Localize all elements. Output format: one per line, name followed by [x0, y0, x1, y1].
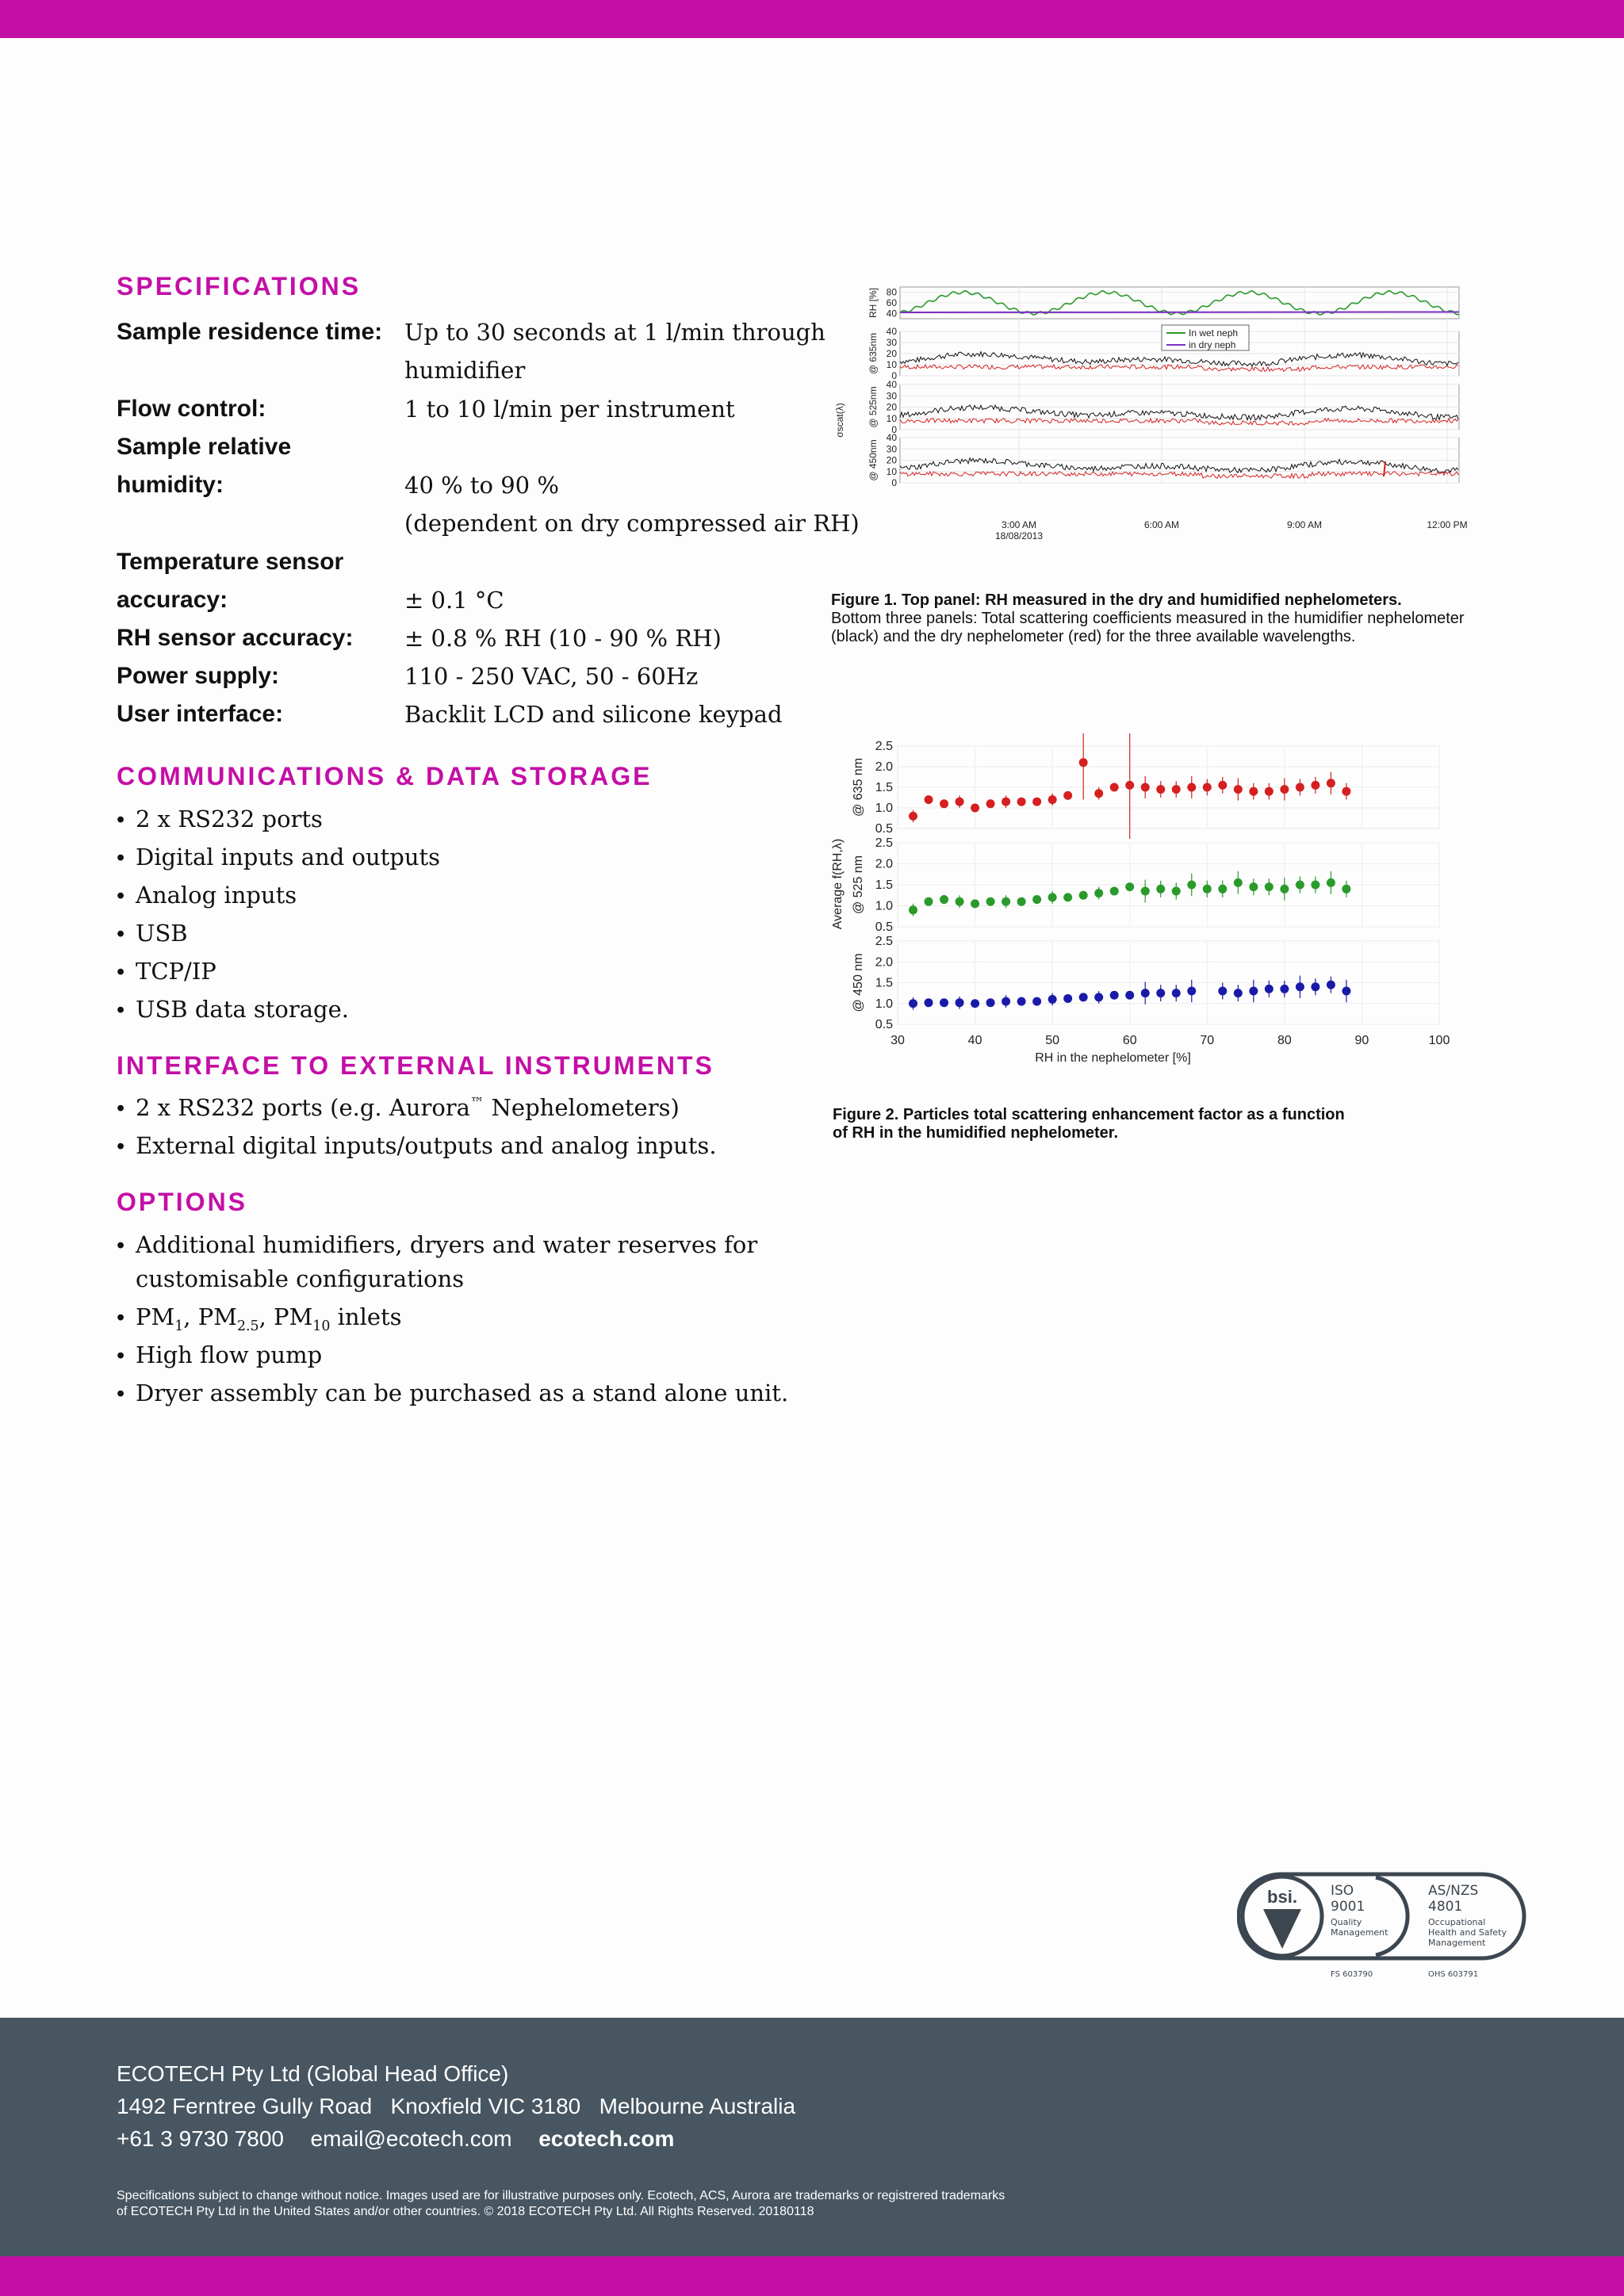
data-point: [1063, 893, 1072, 901]
x-tick-label: 6:00 AM: [1143, 519, 1180, 530]
iso-desc: Management: [1331, 1927, 1388, 1938]
spec-value: ± 0.8 % RH (10 - 90 % RH): [404, 625, 722, 652]
spec-value: ± 0.1 °C: [404, 587, 504, 614]
x-tick-label: 100: [1428, 1034, 1450, 1047]
data-point: [1141, 783, 1150, 792]
asnzs-desc: Health and Safety: [1428, 1927, 1507, 1938]
footer-disclaimer: Specifications subject to change without notice. Images used are for illustrative purposes only. Ecotech, ACS, Aurora are trademarks or registrered trademarks: [117, 2189, 1005, 2202]
data-point: [1002, 997, 1010, 1006]
x-tick-label: 60: [1122, 1034, 1137, 1047]
data-point: [1002, 798, 1010, 806]
data-point: [1002, 897, 1010, 906]
y-tick-label: 1.0: [875, 997, 893, 1011]
list-item: • $PM_1$, $PM_{2.5}$, $PM_{10}$ inlets: [117, 1303, 402, 1334]
y-tick-label: 80: [886, 286, 897, 298]
data-point: [1234, 785, 1243, 794]
data-point: [1187, 881, 1196, 890]
y-tick-label: 0.5: [875, 920, 893, 934]
spec-label: Power supply:: [117, 663, 280, 689]
data-point: [909, 905, 917, 914]
data-point: [1125, 781, 1134, 790]
y-tick-label: 1.5: [875, 976, 893, 990]
y-axis-label: @ 635nm: [868, 332, 879, 375]
figure1-timeseries-chart: [821, 277, 1471, 547]
footer-email[interactable]: email@ecotech.com: [310, 2126, 512, 2151]
y-tick-label: 40: [886, 308, 897, 320]
ohs-number: OHS 603791: [1428, 1970, 1479, 1979]
data-point: [1063, 791, 1072, 800]
shared-y-axis-label: σscat(λ): [834, 403, 845, 438]
list-item: • Analog inputs: [117, 882, 297, 909]
y-tick-label: 2.5: [875, 935, 893, 948]
data-point: [1032, 895, 1041, 904]
list-item: • 2 x RS232 ports: [117, 806, 323, 832]
data-point: [971, 899, 979, 908]
y-tick-label: 1.0: [875, 899, 893, 913]
y-tick-label: 1.5: [875, 878, 893, 892]
list-item-cont: customisable configurations: [136, 1265, 465, 1292]
data-point: [1156, 989, 1165, 997]
list-item: • High flow pump: [117, 1341, 323, 1368]
spec-value-cont: humidifier: [404, 357, 526, 384]
communications-heading: COMMUNICATIONS & DATA STORAGE: [117, 762, 653, 790]
y-tick-label: 30: [886, 390, 897, 402]
data-point: [909, 812, 917, 821]
y-tick-label: 20: [886, 348, 897, 359]
data-point: [1048, 995, 1057, 1004]
x-tick-label: 50: [1045, 1034, 1060, 1047]
data-point: [925, 998, 933, 1007]
data-point: [1063, 994, 1072, 1003]
data-point: [1110, 991, 1119, 1000]
data-point: [1172, 886, 1181, 895]
asnzs-text: AS/NZS: [1428, 1883, 1479, 1899]
x-tick-label: 12:00 PM: [1427, 519, 1468, 530]
data-point: [1017, 798, 1026, 806]
legend-label: in dry neph: [1189, 339, 1236, 350]
data-point: [925, 897, 933, 906]
data-point: [1342, 987, 1350, 996]
data-point: [1187, 987, 1196, 996]
data-point: [1187, 783, 1196, 792]
data-point: [1156, 785, 1165, 794]
data-point: [1017, 897, 1026, 906]
spec-value: Up to 30 seconds at 1 l/min through: [404, 319, 825, 346]
options-heading: OPTIONS: [117, 1188, 248, 1216]
data-point: [1172, 989, 1181, 997]
figure2-scatter-chart: [821, 733, 1471, 1070]
data-point: [956, 998, 964, 1007]
data-point: [1203, 783, 1212, 792]
y-tick-label: 1.0: [875, 802, 893, 815]
spec-value: 110 - 250 VAC, 50 - 60Hz: [404, 663, 699, 690]
iso-number: 9001: [1331, 1899, 1365, 1915]
data-point: [1017, 997, 1026, 1006]
data-point: [1203, 885, 1212, 894]
asnzs-desc: Management: [1428, 1938, 1486, 1948]
bottom-accent-bar: [0, 2256, 1624, 2296]
y-tick-label: 2.0: [875, 760, 893, 774]
data-point: [971, 804, 979, 813]
data-point: [1141, 886, 1150, 895]
data-point: [1234, 989, 1243, 997]
data-point: [1296, 783, 1304, 792]
y-tick-label: 20: [886, 401, 897, 413]
data-point: [1296, 881, 1304, 890]
y-tick-label: 2.5: [875, 836, 893, 850]
data-point: [1125, 882, 1134, 891]
list-item: • 2 x RS232 ports (e.g. Aurora™ Nephelometers): [117, 1094, 680, 1121]
y-tick-label: 40: [886, 379, 897, 390]
footer-company: ECOTECH Pty Ltd (Global Head Office): [117, 2061, 509, 2086]
certification-logos: [1237, 1871, 1530, 1982]
data-point: [1110, 886, 1119, 895]
data-point: [1032, 798, 1041, 806]
y-tick-label: 2.0: [875, 857, 893, 871]
data-point: [1280, 985, 1289, 993]
data-point: [1265, 985, 1274, 993]
bsi-text: bsi.: [1267, 1887, 1297, 1907]
figure1-caption-title: Figure 1. Top panel: RH measured in the dry and humidified nephelometers.: [831, 591, 1402, 609]
footer-address: 1492 Ferntree Gully Road Knoxfield VIC 3180 Melbourne Australia: [117, 2094, 796, 2118]
data-point: [1327, 878, 1335, 887]
figure2-caption-line: of RH in the humidified nephelometer.: [833, 1124, 1119, 1142]
interface-heading: INTERFACE TO EXTERNAL INSTRUMENTS: [117, 1051, 714, 1080]
y-tick-label: 10: [886, 359, 897, 370]
data-point: [1048, 893, 1057, 901]
list-item: • Digital inputs and outputs: [117, 844, 441, 871]
figure2-caption: [833, 1106, 1345, 1142]
y-tick-label: 60: [886, 297, 897, 308]
list-item: • USB: [117, 920, 188, 947]
footer-contact: [117, 2126, 674, 2152]
y-tick-label: 40: [886, 326, 897, 337]
data-point: [1249, 787, 1258, 796]
y-tick-label: 0.5: [875, 1018, 893, 1031]
data-point: [940, 895, 948, 904]
spec-label: Flow control:: [117, 396, 266, 422]
data-point: [909, 999, 917, 1008]
y-tick-label: 10: [886, 465, 897, 477]
series-dry-scattering-line: [900, 419, 1458, 426]
series-dry-scattering-line: [900, 365, 1458, 371]
data-point: [925, 795, 933, 804]
panel-label: @ 525 nm: [852, 855, 865, 915]
footer: [0, 2018, 1624, 2256]
data-point: [1079, 758, 1088, 767]
data-point: [1311, 881, 1320, 890]
data-point: [986, 897, 995, 906]
list-item: • Additional humidifiers, dryers and water reserves for: [117, 1231, 758, 1258]
spec-label: Sample relative: [117, 434, 292, 460]
data-point: [1218, 885, 1227, 894]
data-point: [1280, 885, 1289, 894]
data-point: [1265, 787, 1274, 796]
data-point: [940, 799, 948, 808]
data-point: [1249, 882, 1258, 891]
data-point: [1172, 785, 1181, 794]
iso-desc: Quality: [1331, 1917, 1362, 1927]
logo-divider: [1376, 1877, 1408, 1955]
top-accent-bar: [0, 0, 1624, 38]
spec-label: RH sensor accuracy:: [117, 625, 354, 651]
y-axis-label: @ 450nm: [868, 439, 879, 481]
y-tick-label: 10: [886, 412, 897, 424]
x-tick-label: 80: [1277, 1034, 1292, 1047]
x-tick-label: 30: [891, 1034, 905, 1047]
data-point: [956, 798, 964, 806]
data-point: [971, 999, 979, 1008]
x-tick-label: 70: [1200, 1034, 1215, 1047]
specifications-heading: SPECIFICATIONS: [117, 272, 362, 300]
legend-label: In wet neph: [1189, 327, 1239, 339]
x-tick-sublabel: 18/08/2013: [994, 530, 1044, 541]
fs-number: FS 603790: [1331, 1970, 1373, 1979]
data-point: [1218, 781, 1227, 790]
data-point: [986, 799, 995, 808]
iso-text: ISO: [1331, 1883, 1354, 1899]
data-point: [1342, 787, 1350, 796]
figure1-caption-line: Bottom three panels: Total scattering coefficients measured in the humidifier nephelometer: [831, 610, 1465, 627]
bsi-kitemark-icon: [1263, 1909, 1301, 1949]
series-dry-scattering-line: [900, 472, 1458, 479]
data-point: [1094, 889, 1103, 897]
data-point: [1110, 783, 1119, 792]
data-point: [1296, 982, 1304, 991]
y-tick-label: 0: [891, 424, 897, 435]
y-axis-label: Average f(RH,λ): [831, 838, 845, 930]
spec-value: 1 to 10 l/min per instrument: [404, 396, 735, 423]
y-tick-label: 2.5: [875, 740, 893, 753]
spec-label: Temperature sensor: [117, 549, 344, 575]
footer-phone: +61 3 9730 7800: [117, 2126, 284, 2151]
y-tick-label: 0.5: [875, 822, 893, 836]
spec-label-cont: accuracy:: [117, 587, 228, 613]
y-tick-label: 30: [886, 337, 897, 348]
data-point: [1125, 991, 1134, 1000]
spec-value-cont: (dependent on dry compressed air RH): [404, 510, 860, 537]
x-tick-label: 3:00 AM: [1001, 519, 1037, 530]
data-point: [1141, 989, 1150, 997]
y-tick-label: 1.5: [875, 781, 893, 794]
data-point: [1280, 785, 1289, 794]
data-point: [1311, 781, 1320, 790]
data-point: [1327, 779, 1335, 787]
data-point: [1079, 993, 1088, 1001]
x-tick-label: 90: [1354, 1034, 1369, 1047]
x-tick-label: 9:00 AM: [1286, 519, 1323, 530]
panel-label: @ 635 nm: [852, 757, 865, 817]
data-point: [1234, 878, 1243, 887]
y-tick-label: 0: [891, 370, 897, 381]
y-axis-label: RH [%]: [868, 287, 879, 319]
y-tick-label: 30: [886, 443, 897, 455]
footer-website[interactable]: ecotech.com: [538, 2126, 675, 2151]
data-point: [956, 897, 964, 906]
y-axis-label: @ 525nm: [868, 386, 879, 428]
data-point: [1156, 885, 1165, 894]
data-point: [1311, 982, 1320, 991]
data-point: [1327, 981, 1335, 989]
data-point: [1342, 885, 1350, 894]
series-dry-rh-line: [900, 312, 1459, 313]
data-point: [1094, 993, 1103, 1001]
data-point: [940, 998, 948, 1007]
list-item: • External digital inputs/outputs and analog inputs.: [117, 1132, 717, 1159]
spec-value: Backlit LCD and silicone keypad: [404, 701, 783, 728]
figure1-caption-line: (black) and the dry nephelometer (red) for the three available wavelengths.: [831, 628, 1356, 645]
spec-label: Sample residence time:: [117, 319, 383, 345]
list-item: • Dryer assembly can be purchased as a stand alone unit.: [117, 1380, 789, 1406]
data-point: [1265, 882, 1274, 891]
footer-disclaimer: of ECOTECH Pty Ltd in the United States and/or other countries. © 2018 ECOTECH Pty Ltd. All Rights Reserved. 20180118: [117, 2205, 814, 2218]
x-axis-label: RH in the nephelometer [%]: [1035, 1051, 1191, 1065]
figure2-caption-line: Figure 2. Particles total scattering enhancement factor as a function: [833, 1106, 1345, 1123]
spec-label-cont: humidity:: [117, 472, 224, 498]
spec-label: User interface:: [117, 701, 284, 727]
data-point: [1032, 997, 1041, 1006]
list-item: • USB data storage.: [117, 996, 349, 1023]
panel-label: @ 450 nm: [852, 953, 865, 1012]
y-tick-label: 2.0: [875, 955, 893, 970]
data-point: [1218, 987, 1227, 996]
figure1-caption: [831, 591, 1465, 646]
y-tick-label: 0: [891, 477, 897, 488]
list-item: • TCP/IP: [117, 958, 216, 985]
data-point: [986, 998, 995, 1007]
y-tick-label: 20: [886, 454, 897, 466]
asnzs-number: 4801: [1428, 1899, 1463, 1915]
spec-value: 40 % to 90 %: [404, 472, 559, 499]
data-point: [1048, 795, 1057, 804]
data-point: [1079, 891, 1088, 900]
y-tick-label: 40: [886, 432, 897, 443]
data-point: [1094, 789, 1103, 798]
data-point: [1249, 987, 1258, 996]
asnzs-desc: Occupational: [1428, 1917, 1486, 1927]
x-tick-label: 40: [967, 1034, 982, 1047]
